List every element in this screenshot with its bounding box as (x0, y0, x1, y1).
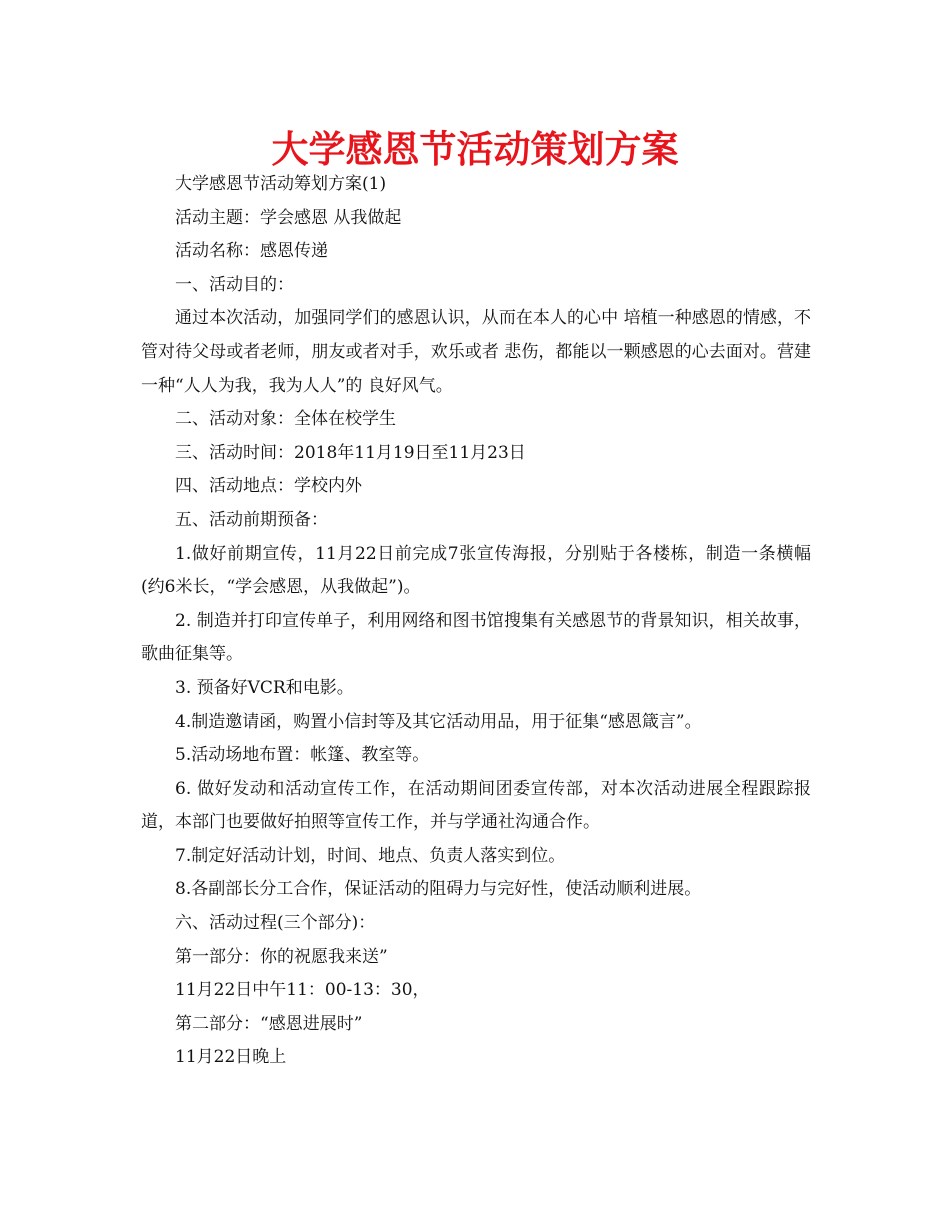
document-title: 大学感恩节活动策划方案 (271, 128, 679, 171)
list-item-prep-4: 4.制造邀请函，购置小信封等及其它活动用品，用于征集“感恩箴言”。 (175, 711, 702, 732)
list-item-prep-1: 1.做好前期宣传，11月22日前完成7张宣传海报，分别贴于各楼栋，制造一条横幅(约6米长，“学会感恩，从我做起”)。 (141, 543, 811, 598)
paragraph-activity-name: 活动名称：感恩传递 (175, 241, 328, 262)
list-item-prep-3: 3. 预备好VCR和电影。 (175, 677, 354, 698)
section-heading-audience: 二、活动对象：全体在校学生 (175, 409, 396, 430)
paragraph-part-1-time: 11月22日中午11：00-13：30， (175, 980, 430, 1001)
list-item-prep-2: 2. 制造并打印宣传单子，利用网络和图书馆搜集有关感恩节的背景知识，相关故事，歌曲征集等。 (141, 610, 811, 665)
document-body (141, 168, 811, 1075)
paragraph-subtitle: 大学感恩节活动筹划方案(1) (175, 174, 387, 194)
section-heading-location: 四、活动地点：学校内外 (175, 476, 362, 497)
section-heading-time: 三、活动时间：2018年11月19日至11月23日 (175, 442, 526, 463)
list-item-prep-7: 7.制定好活动计划，时间、地点、负责人落实到位。 (175, 845, 566, 866)
paragraph-part-2: 第二部分：“感恩进展时” (175, 1013, 363, 1034)
section-heading-purpose: 一、活动目的： (175, 274, 294, 295)
section-heading-preparation: 五、活动前期预备： (175, 509, 328, 530)
section-heading-process: 六、活动过程(三个部分)： (175, 913, 376, 934)
list-item-prep-5: 5.活动场地布置：帐篷、教室等。 (175, 745, 430, 766)
list-item-prep-8: 8.各副部长分工合作，保证活动的阻碍力与完好性，使活动顺利进展。 (175, 879, 702, 900)
paragraph-part-2-time: 11月22日晚上 (175, 1047, 287, 1068)
paragraph-theme: 活动主题：学会感恩 从我做起 (175, 207, 402, 228)
paragraph-part-1: 第一部分：你的祝愿我来送” (175, 946, 388, 967)
paragraph-purpose: 通过本次活动，加强同学们的感恩认识，从而在本人的心中 培植一种感恩的情感，不管对待父母或者老师，朋友或者对手，欢乐或者 悲伤，都能以一颗感恩的心去面对。营建一种“人人为我，我为人人”的 良好风气。 (141, 308, 811, 396)
list-item-prep-6: 6. 做好发动和活动宣传工作，在活动期间团委宣传部，对本次活动进展全程跟踪报道，本部门也要做好拍照等宣传工作，并与学通社沟通合作。 (141, 778, 811, 833)
